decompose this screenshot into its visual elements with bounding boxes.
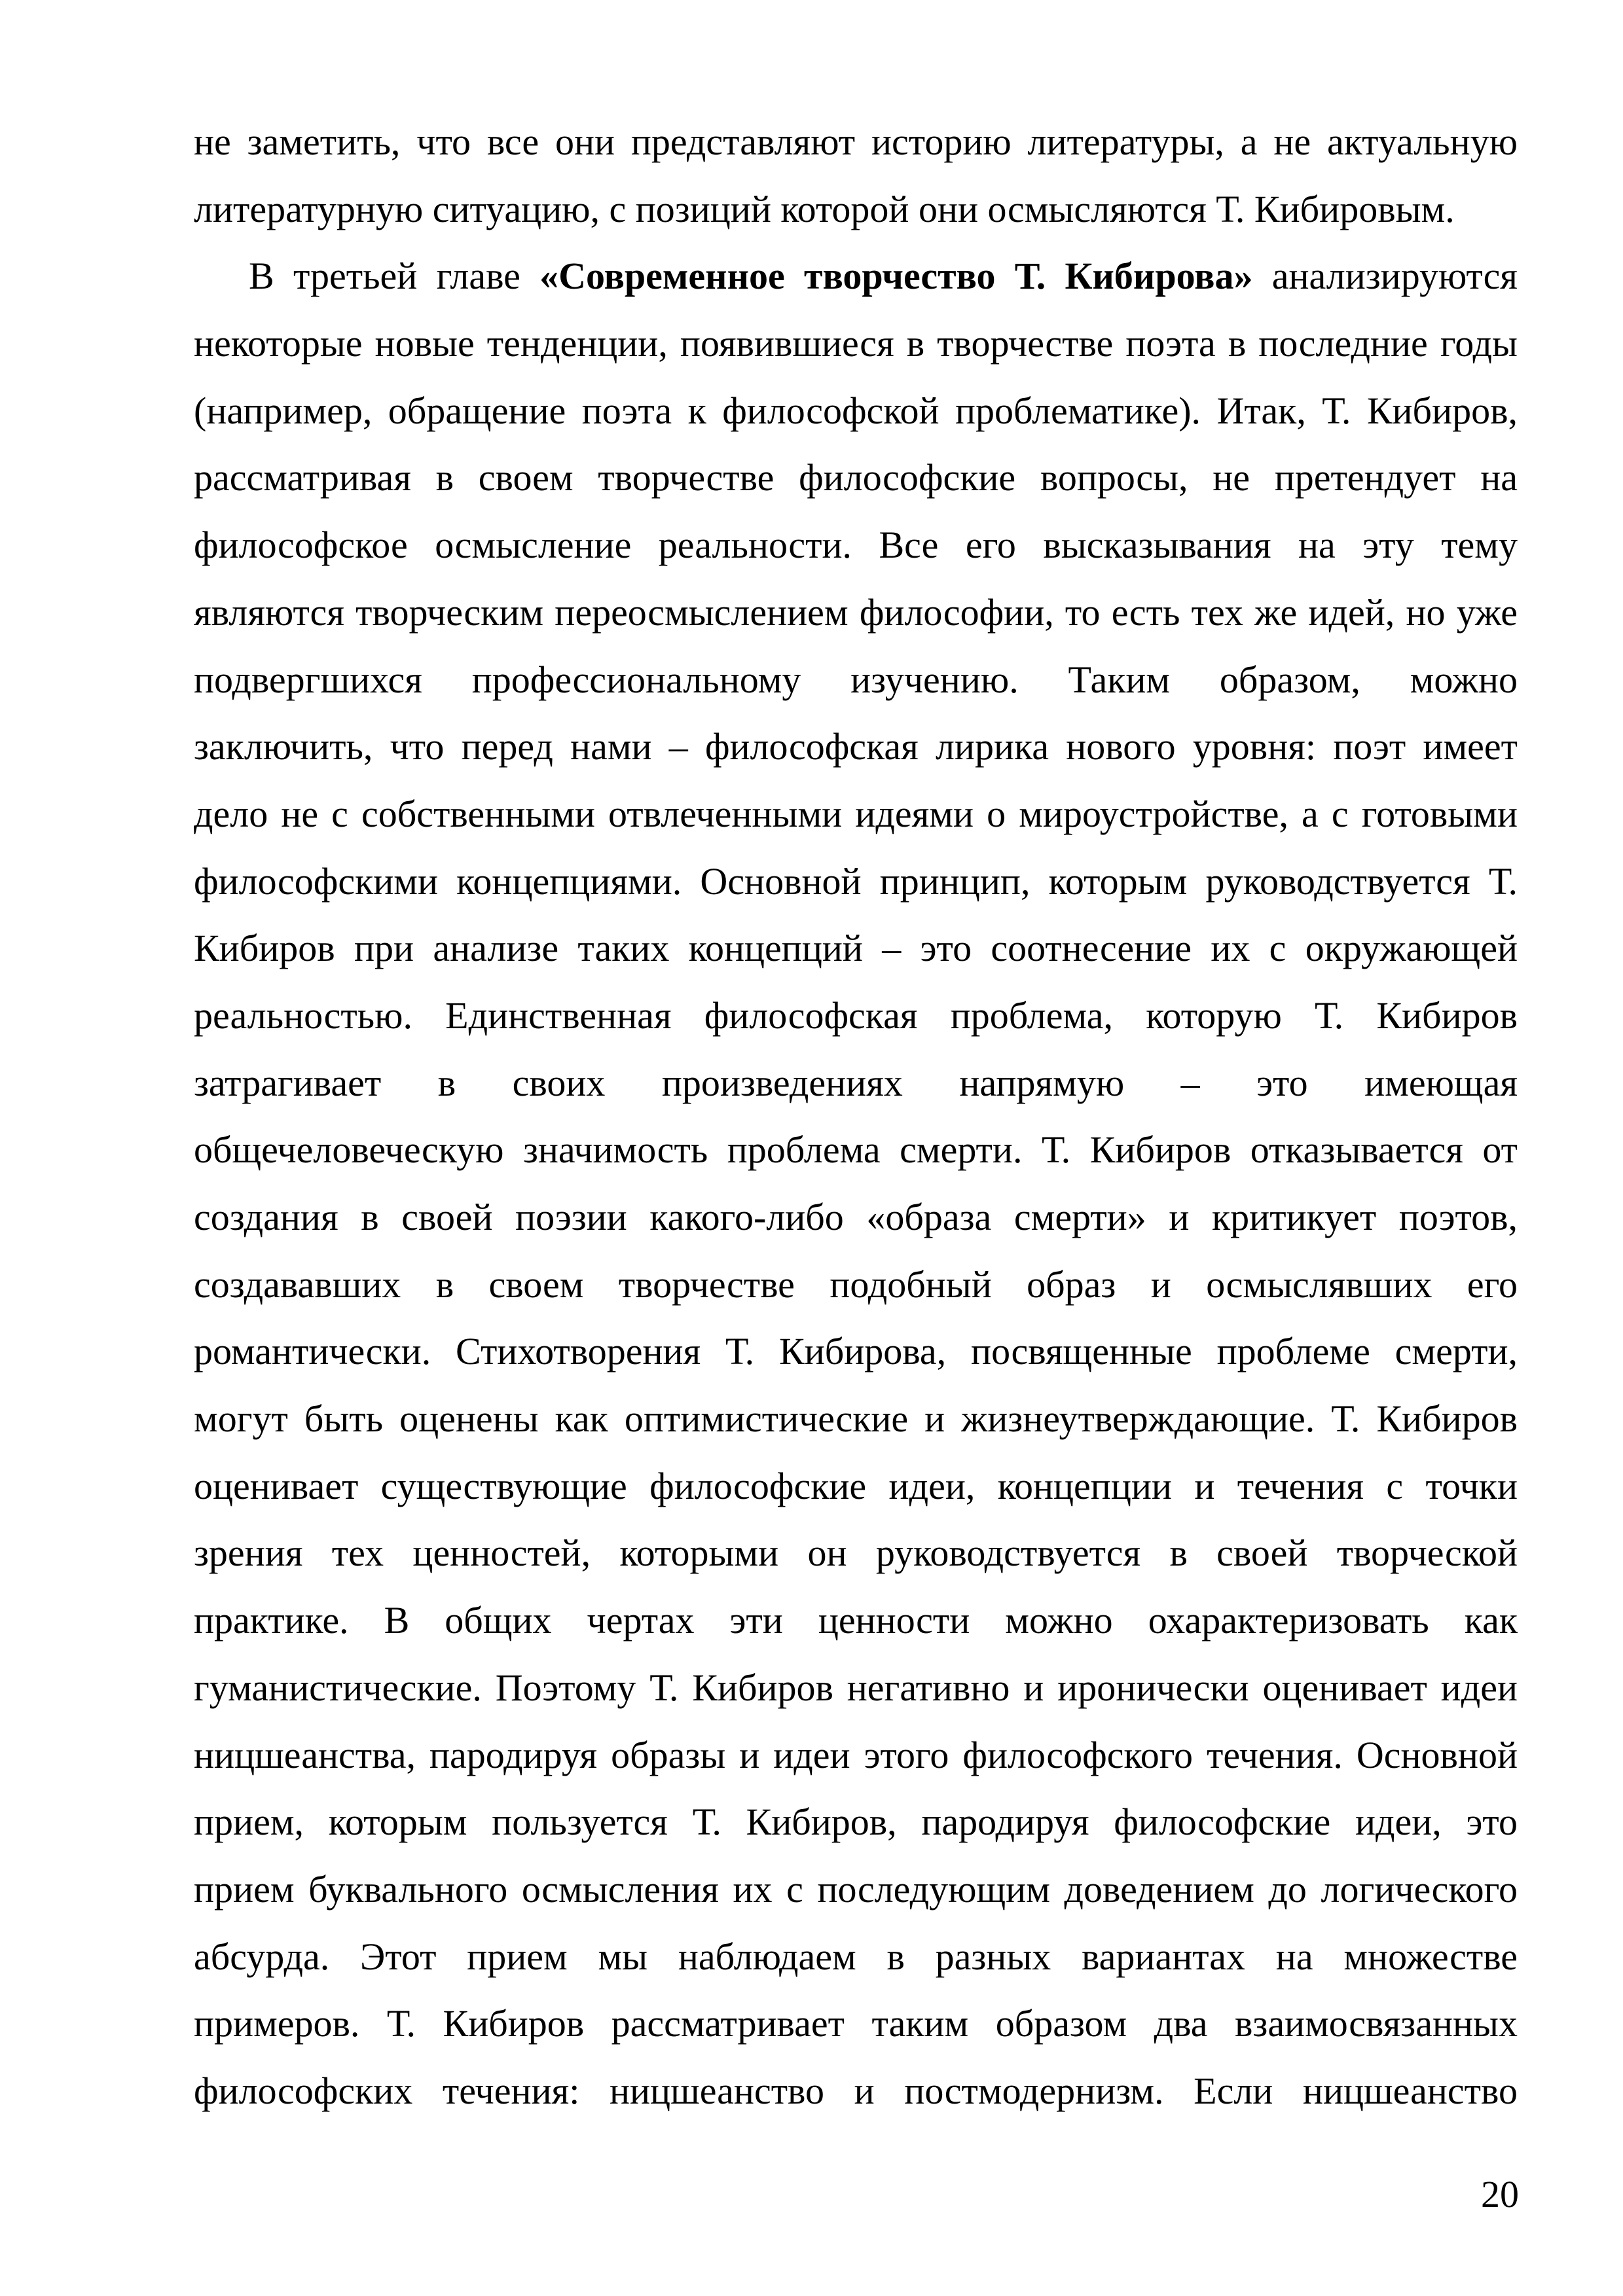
text-line: прием буквального осмысления их с последующим доведением до логического — [194, 1867, 1518, 1910]
text-line: оценивает существующие философские идеи, концепции и течения с точки — [194, 1464, 1518, 1507]
text-line: Кибиров при анализе таких концепций – это соотнесение их с окружающей — [194, 927, 1518, 970]
text-line: примеров. Т. Кибиров рассматривает таким образом два взаимосвязанных — [194, 2002, 1518, 2045]
text-line: прием, которым пользуется Т. Кибиров, пародируя философские идеи, это — [194, 1801, 1518, 1844]
text-line: подвергшихся профессиональному изучению. Таким образом, можно — [194, 658, 1518, 701]
text-span: В третьей главе — [249, 255, 540, 298]
text-line: реальностью. Единственная философская проблема, которую Т. Кибиров — [194, 994, 1518, 1037]
text-line: практике. В общих чертах эти ценности можно охарактеризовать как — [194, 1599, 1518, 1642]
text-line: философское осмысление реальности. Все его высказывания на эту тему — [194, 524, 1518, 567]
text-line: философскими концепциями. Основной принцип, которым руководствуется Т. — [194, 859, 1518, 903]
text-line: философских течения: ницшеанство и постмодернизм. Если ницшеанство — [194, 2069, 1518, 2112]
text-line: затрагивает в своих произведениях напрямую – это имеющая — [194, 1061, 1518, 1104]
text-line: литературную ситуацию, с позиций которой они осмысляются Т. Кибировым. — [194, 187, 1455, 230]
text-line: гуманистические. Поэтому Т. Кибиров негативно и иронически оценивает идеи — [194, 1666, 1518, 1709]
chapter-title-bold: «Современное творчество Т. Кибирова» — [539, 255, 1253, 298]
text-line: рассматривая в своем творчестве философские вопросы, не претендует на — [194, 456, 1518, 499]
text-line: заключить, что перед нами – философская лирика нового уровня: поэт имеет — [194, 725, 1518, 768]
document-body — [194, 109, 1518, 2125]
text-line: некоторые новые тенденции, появившиеся в творчестве поэта в последние годы — [194, 322, 1518, 365]
text-line: могут быть оценены как оптимистические и жизнеутверждающие. Т. Кибиров — [194, 1397, 1518, 1441]
text-span: анализируются — [1252, 255, 1518, 298]
text-line: являются творческим переосмыслением философии, то есть тех же идей, но уже — [194, 590, 1518, 634]
text-line: создания в своей поэзии какого-либо «образа смерти» и критикует поэтов, — [194, 1196, 1518, 1238]
text-line: ницшеанства, пародируя образы и идеи этого философского течения. Основной — [194, 1733, 1518, 1776]
page-number: 20 — [1481, 2173, 1519, 2215]
text-line — [194, 243, 1518, 310]
text-line: дело не с собственными отвлеченными идеями о мироустройстве, а с готовыми — [194, 792, 1518, 835]
text-line: абсурда. Этот прием мы наблюдаем в разных вариантах на множестве — [194, 1935, 1518, 1978]
text-line: общечеловеческую значимость проблема смерти. Т. Кибиров отказывается от — [194, 1128, 1518, 1172]
text-line: создававших в своем творчестве подобный образ и осмыслявших его — [194, 1263, 1518, 1306]
text-line: (например, обращение поэта к философской проблематике). Итак, Т. Кибиров, — [194, 389, 1518, 432]
text-line: романтически. Стихотворения Т. Кибирова, посвященные проблеме смерти, — [194, 1330, 1518, 1373]
paragraph-1 — [194, 109, 1518, 243]
paragraph-2 — [194, 243, 1518, 2125]
text-line: зрения тех ценностей, которыми он руководствуется в своей творческой — [194, 1532, 1518, 1575]
text-line: не заметить, что все они представляют историю литературы, а не актуальную — [194, 120, 1518, 163]
